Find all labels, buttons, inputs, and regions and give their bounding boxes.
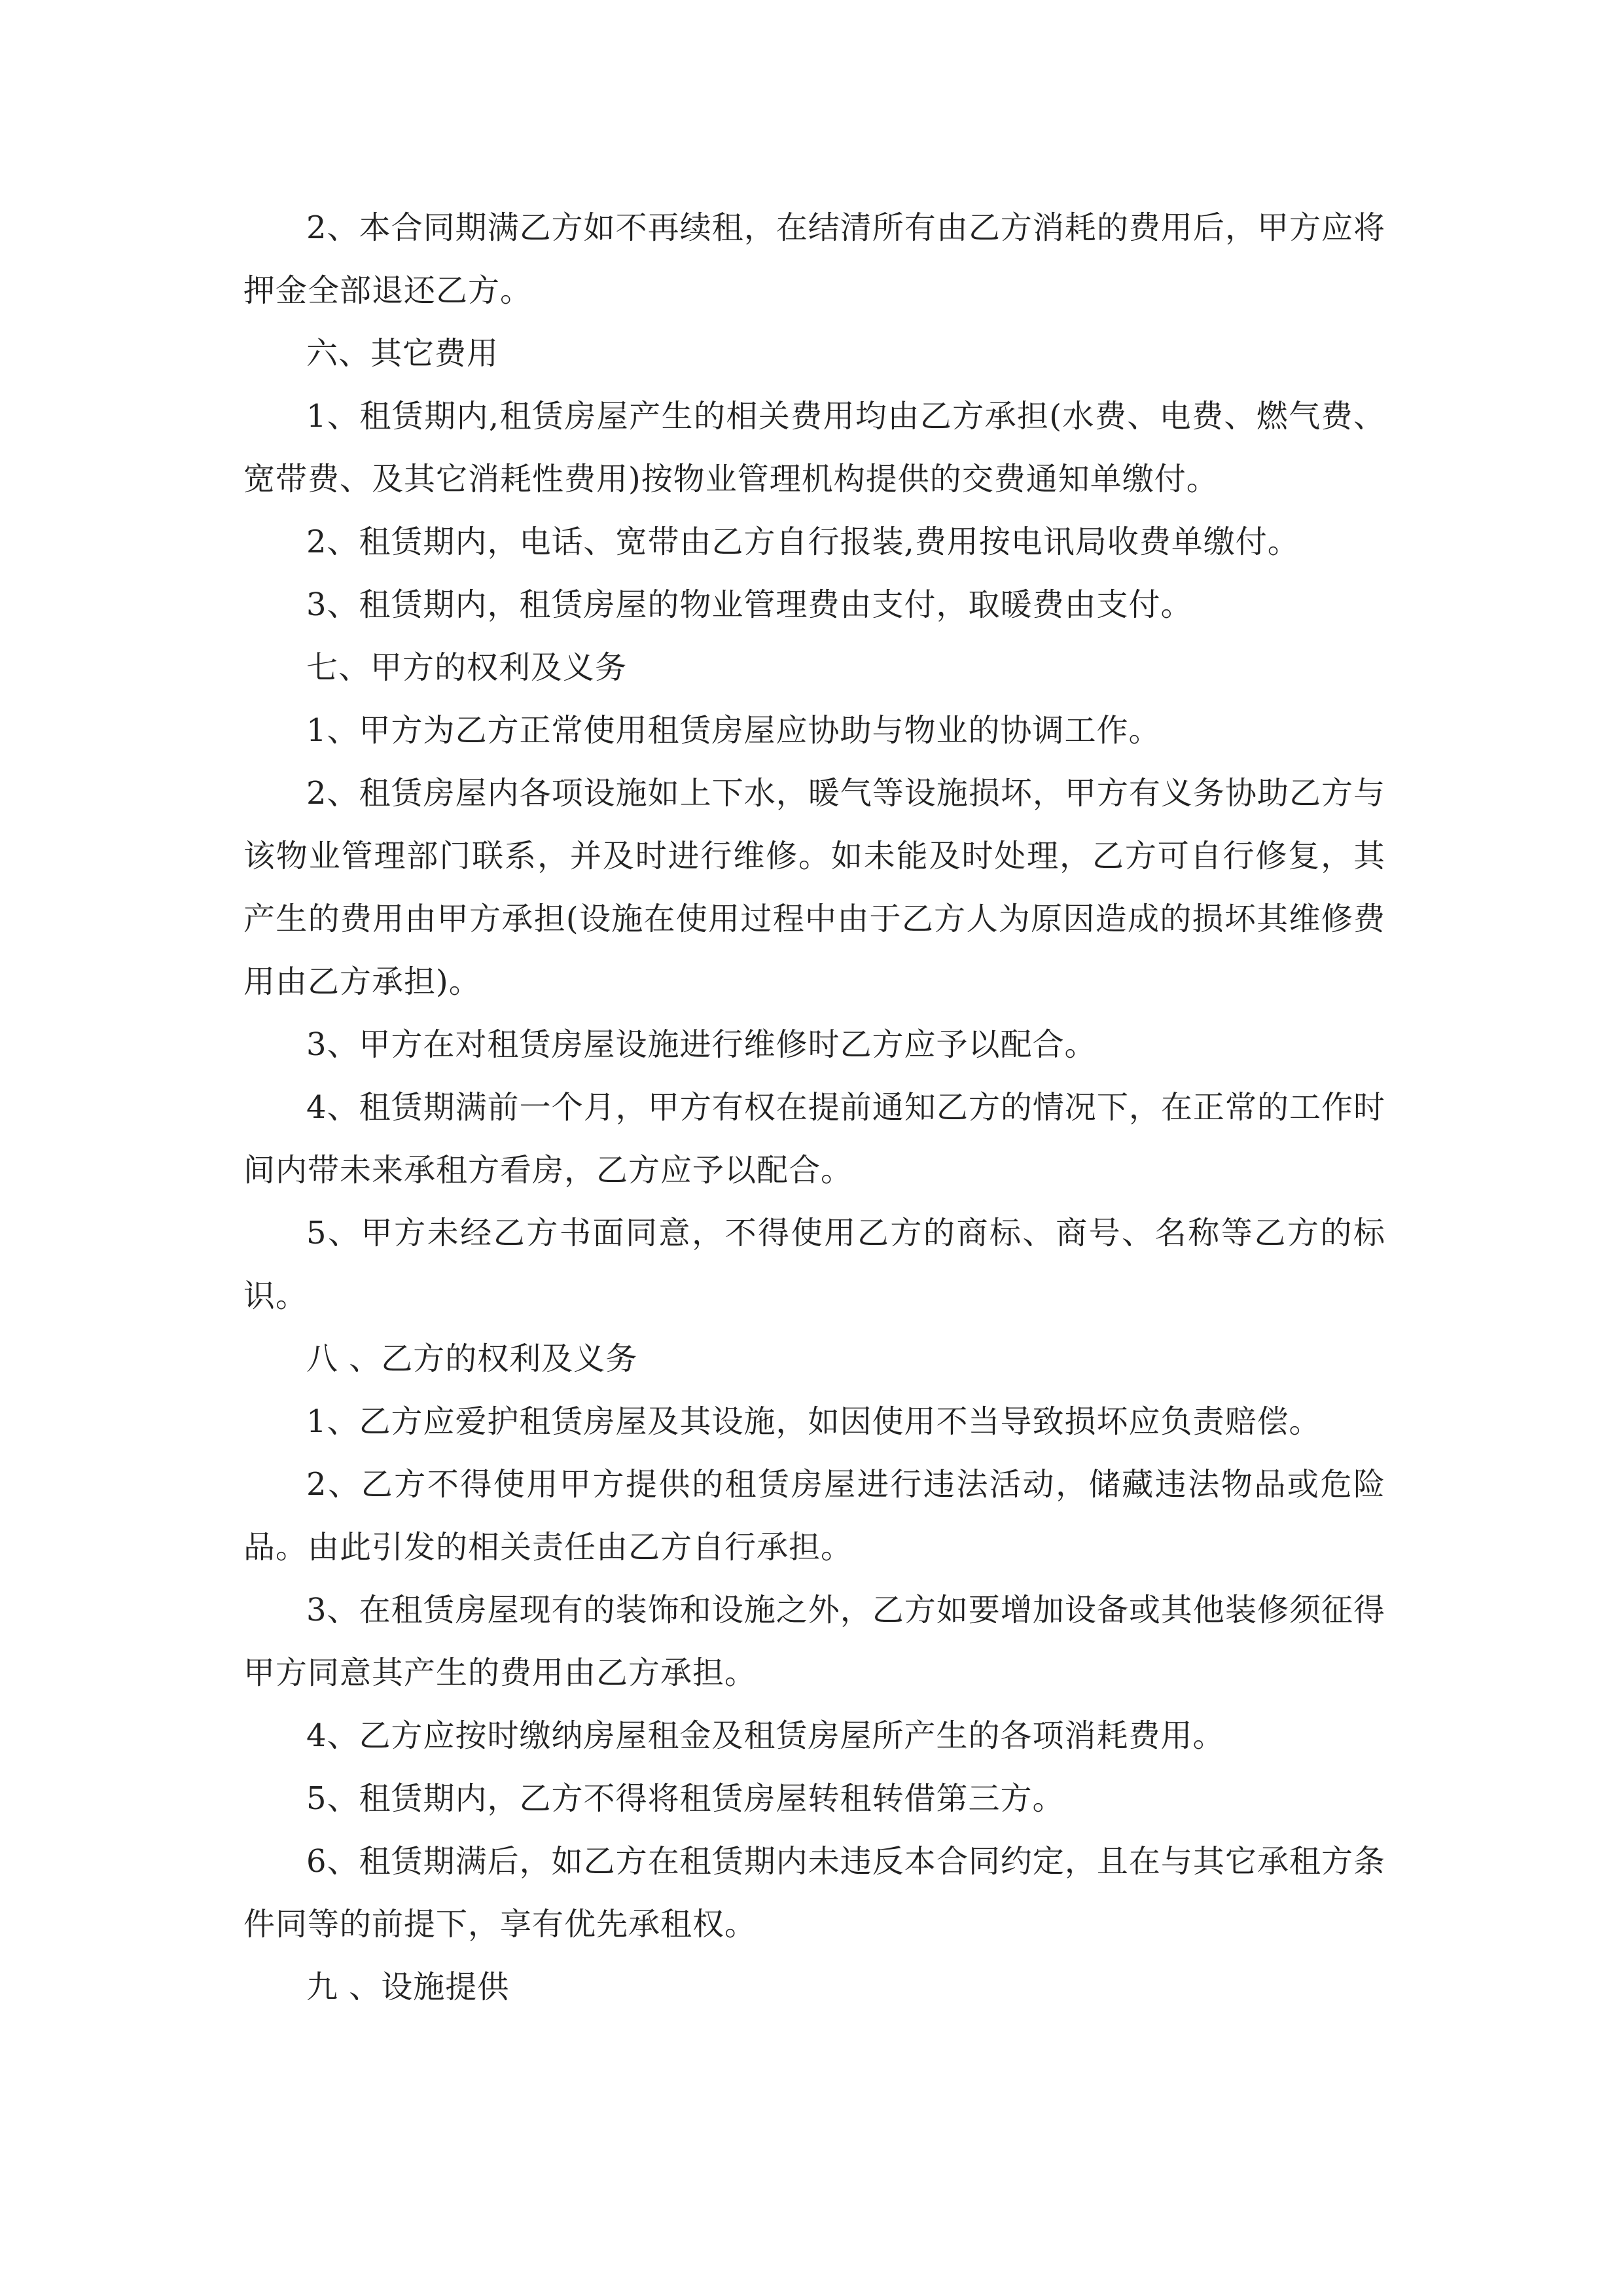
clause-6-2: 2、租赁期内，电话、宽带由乙方自行报装,费用按电讯局收费单缴付。 [306,524,1300,560]
clause-8-5: 5、租赁期内，乙方不得将租赁房屋转租转借第三方。 [306,1780,1065,1817]
clause-7-1: 1、甲方为乙方正常使用租赁房屋应协助与物业的协调工作。 [306,712,1161,749]
clause-8-3: 3、在租赁房屋现有的装饰和设施之外，乙方如要增加设备或其他装修须征得甲方同意其产生的费用由乙方承担。 [243,1592,1385,1691]
clause-8-6: 6、租赁期满后，如乙方在租赁期内未违反本合同约定，且在与其它承租方条件同等的前提下，享有优先承租权。 [243,1843,1385,1943]
clause-7-5: 5、甲方未经乙方书面同意，不得使用乙方的商标、商号、名称等乙方的标识。 [243,1215,1385,1314]
section-9-heading: 九 、设施提供 [306,1969,510,2005]
section-8-heading: 八 、乙方的权利及义务 [306,1340,638,1377]
clause-7-4: 4、租赁期满前一个月，甲方有权在提前通知乙方的情况下，在正常的工作时间内带未来承租方看房，乙方应予以配合。 [243,1089,1385,1189]
clause-8-1: 1、乙方应爱护租赁房屋及其设施，如因使用不当导致损坏应负责赔偿。 [306,1403,1321,1440]
clause-5-2: 2、本合同期满乙方如不再续租，在结清所有由乙方消耗的费用后，甲方应将押金全部退还乙方。 [243,209,1385,309]
clause-7-2: 2、租赁房屋内各项设施如上下水，暖气等设施损坏，甲方有义务协助乙方与该物业管理部门联系，并及时进行维修。如未能及时处理，乙方可自行修复，其产生的费用由甲方承担(设施在使用过程中由于乙方人为原因造成的损坏其维修费用由乙方承担)。 [243,775,1385,1000]
section-7-heading: 七、甲方的权利及义务 [306,649,628,686]
clause-8-4: 4、乙方应按时缴纳房屋租金及租赁房屋所产生的各项消耗费用。 [306,1717,1225,1754]
clause-6-1: 1、租赁期内,租赁房屋产生的相关费用均由乙方承担(水费、电费、燃气费、宽带费、及其它消耗性费用)按物业管理机构提供的交费通知单缴付。 [243,398,1385,497]
clause-7-3: 3、甲方在对租赁房屋设施进行维修时乙方应予以配合。 [306,1026,1097,1063]
section-6-heading: 六、其它费用 [306,335,499,372]
document-body [243,196,1385,2018]
clause-8-2: 2、乙方不得使用甲方提供的租赁房屋进行违法活动，储藏违法物品或危险品。由此引发的相关责任由乙方自行承担。 [243,1466,1385,1566]
clause-6-3: 3、租赁期内，租赁房屋的物业管理费由支付，取暖费由支付。 [306,586,1193,623]
